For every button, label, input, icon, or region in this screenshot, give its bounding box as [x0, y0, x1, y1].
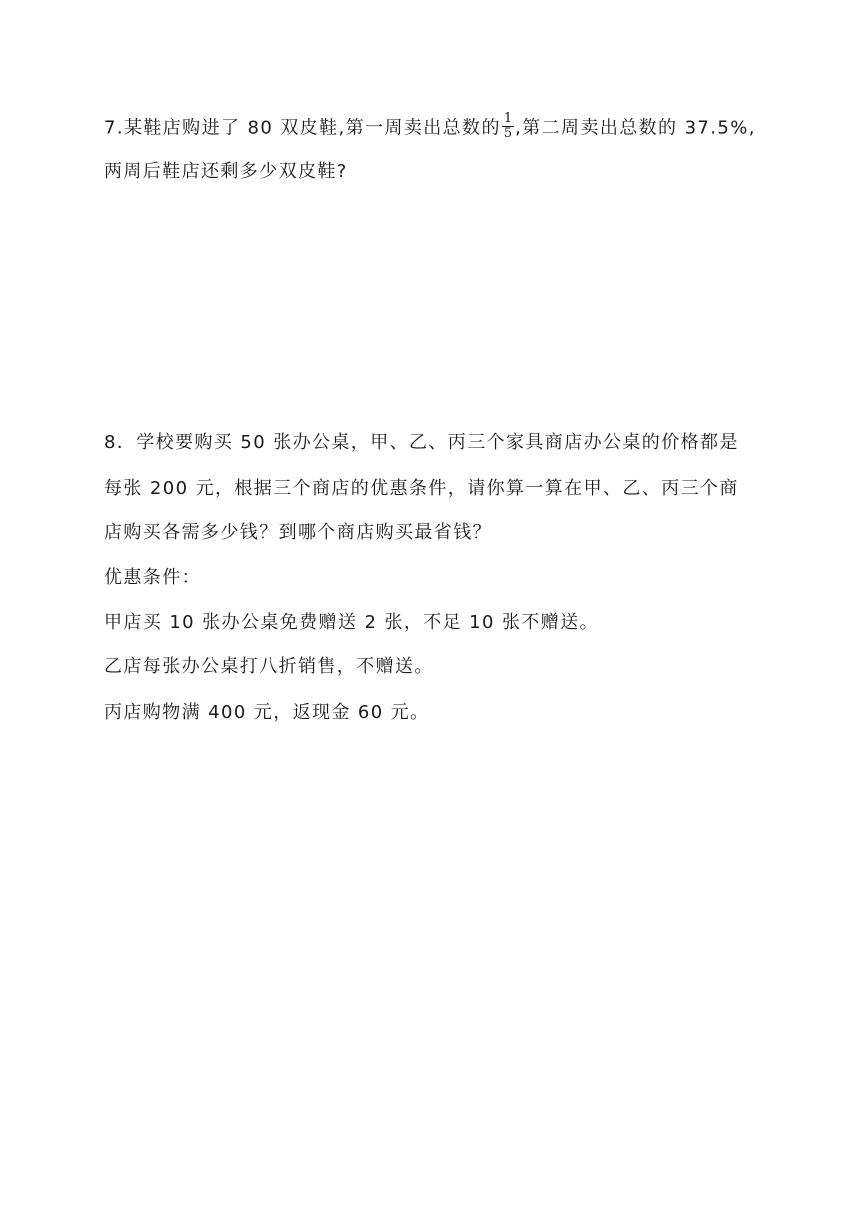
- question-8-line-3: 店购买各需多少钱？到哪个商店购买最省钱？: [104, 522, 492, 543]
- offer-shop-bing: 丙店购物满 400 元，返现金 60 元。: [104, 702, 430, 723]
- question-8-line-1: 8．学校要购买 50 张办公桌，甲、乙、丙三个家具商店办公桌的价格都是: [104, 432, 739, 453]
- question-7-text-b: ,第二周卖出总数的 37.5%,: [515, 117, 756, 139]
- question-8-line-2: 每张 200 元，根据三个商店的优惠条件，请你算一算在甲、乙、丙三个商: [104, 478, 739, 499]
- fraction-numerator: 1: [503, 111, 513, 126]
- offer-shop-yi: 乙店每张办公桌打八折销售，不赠送。: [104, 656, 434, 677]
- offer-title: 优惠条件：: [104, 567, 201, 588]
- question-7-line-1: [104, 111, 756, 143]
- question-7-line-2: 两周后鞋店还剩多少双皮鞋?: [104, 161, 348, 182]
- fraction-denominator: 5: [503, 126, 513, 141]
- fraction-one-fifth: [502, 112, 514, 141]
- question-7-text-a: 7.某鞋店购进了 80 双皮鞋,第一周卖出总数的: [104, 117, 501, 139]
- offer-shop-jia: 甲店买 10 张办公桌免费赠送 2 张，不足 10 张不赠送。: [104, 612, 599, 633]
